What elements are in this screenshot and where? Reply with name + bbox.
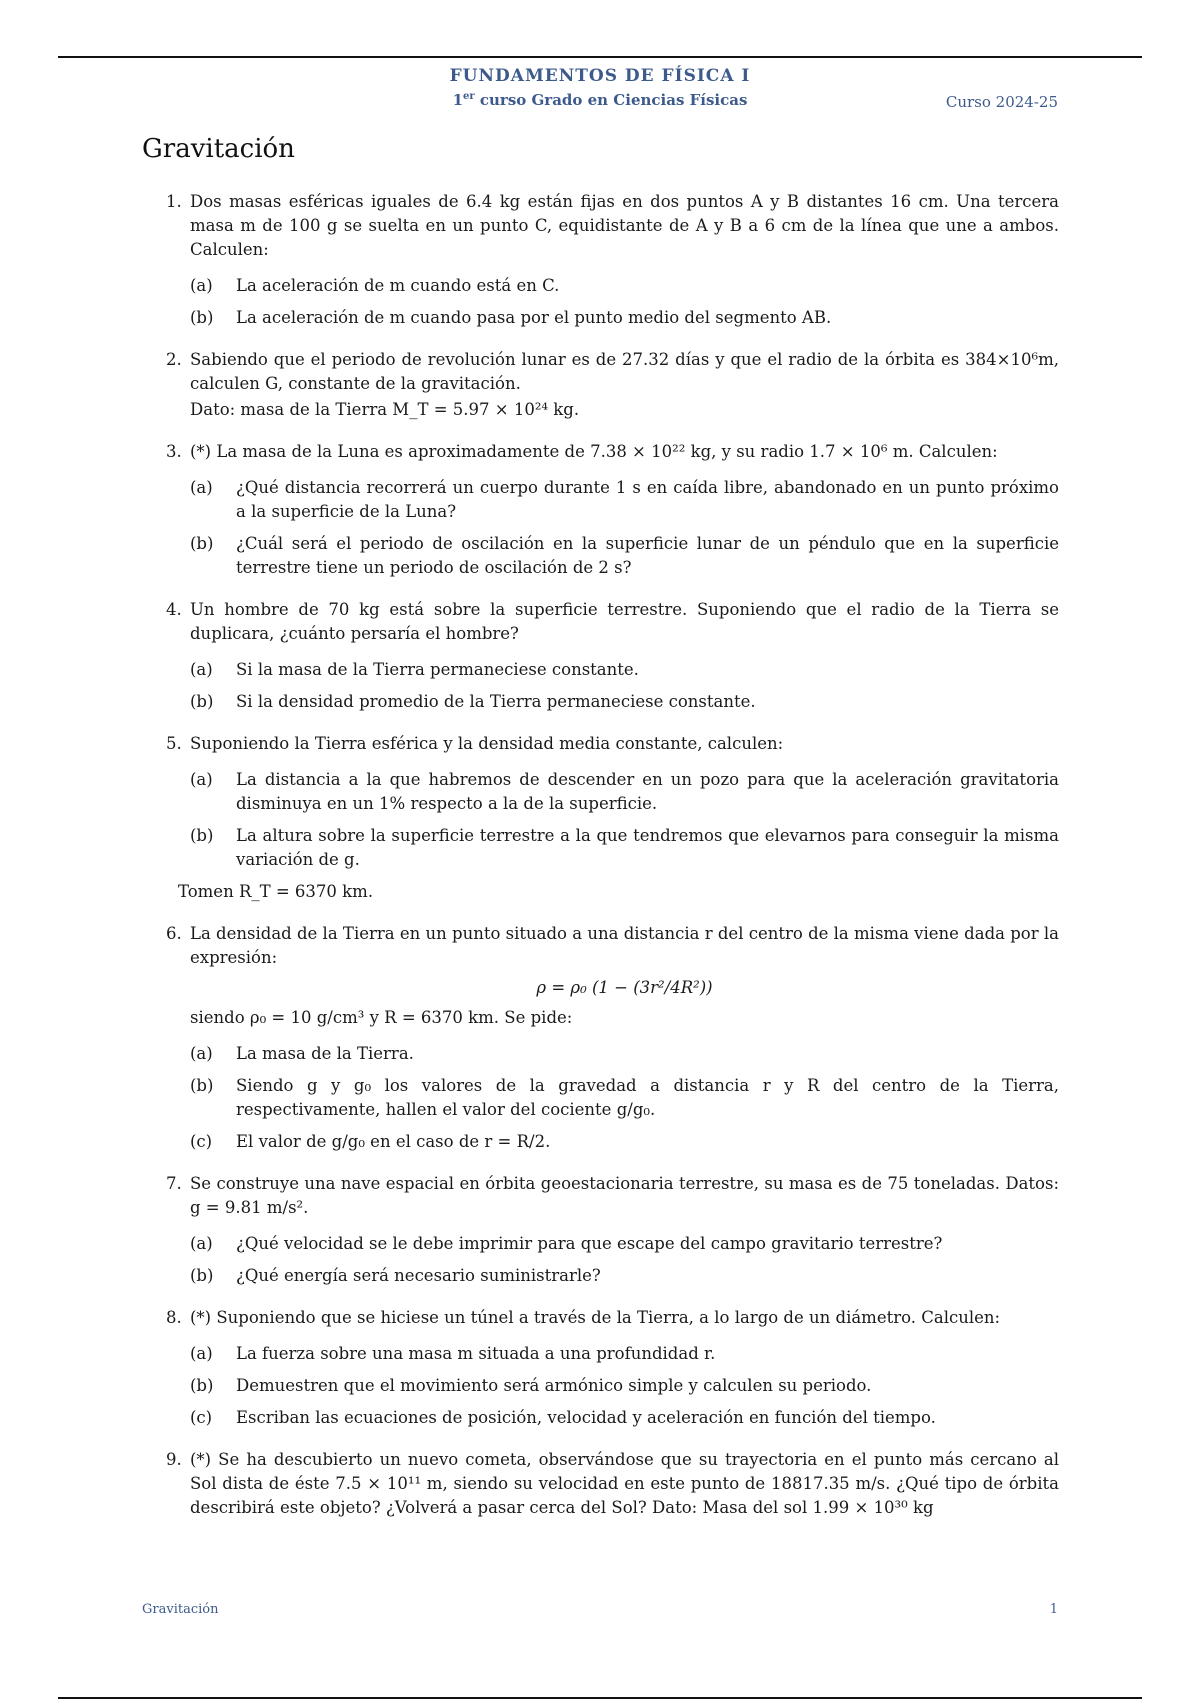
- problem-8: [142, 1306, 1059, 1430]
- subitem-label: (c): [190, 1132, 213, 1151]
- subitem-text: El valor de g/g₀ en el caso de r = R/2.: [236, 1132, 551, 1151]
- subitem-list: [190, 274, 1059, 330]
- problem-number: 7.: [166, 1174, 182, 1193]
- subitem-label: (a): [190, 770, 213, 789]
- problem-note: Tomen R_T = 6370 km.: [178, 882, 374, 901]
- subitem: [190, 1130, 1059, 1154]
- subitem-list: [190, 476, 1059, 580]
- subitem-label: (b): [190, 692, 214, 711]
- subitem: [190, 306, 1059, 330]
- subitem: [190, 690, 1059, 714]
- subitem-text: La aceleración de m cuando está en C.: [236, 276, 560, 295]
- subitem: [190, 476, 1059, 524]
- subtitle-number: 1: [452, 91, 464, 109]
- subitem-list: [190, 1342, 1059, 1430]
- subitem-text: Siendo g y g₀ los valores de la gravedad a distancia r y R del centro de la Tierra, respectivamente, hallen el valor del cociente g/g₀.: [236, 1076, 1059, 1119]
- subitem-label: (b): [190, 1266, 214, 1285]
- subitem: [190, 274, 1059, 298]
- subitem: [190, 532, 1059, 580]
- problem-number: 3.: [166, 442, 182, 461]
- problem-6: [142, 922, 1059, 1154]
- top-rule: [58, 56, 1142, 58]
- subitem-label: (b): [190, 308, 214, 327]
- problem-text: Un hombre de 70 kg está sobre la superficie terrestre. Suponiendo que el radio de la Tierra se duplicara, ¿cuánto persaría el hombre?: [190, 600, 1059, 643]
- problem-given: siendo ρ₀ = 10 g/cm³ y R = 6370 km. Se pide:: [190, 1008, 573, 1027]
- problem-text: Dos masas esféricas iguales de 6.4 kg están fijas en dos puntos A y B distantes 16 cm. Una tercera masa m de 100 g se suelta en un punto C, equidistante de A y B a 6 cm de la línea que une a ambos. Calculen:: [190, 192, 1059, 259]
- subitem-list: [190, 1042, 1059, 1154]
- subitem-text: Si la densidad promedio de la Tierra permaneciese constante.: [236, 692, 756, 711]
- subitem-label: (a): [190, 1344, 213, 1363]
- subitem: [190, 1232, 1059, 1256]
- subitem-label: (b): [190, 1076, 214, 1095]
- subitem-text: ¿Cuál será el periodo de oscilación en la superficie lunar de un péndulo que en la superficie terrestre tiene un periodo de oscilación de 2 s?: [236, 534, 1059, 577]
- problem-text: La densidad de la Tierra en un punto situado a una distancia r del centro de la misma viene dada por la expresión:: [190, 924, 1059, 967]
- subtitle-text: curso Grado en Ciencias Físicas: [474, 91, 748, 109]
- problem-number: 4.: [166, 600, 182, 619]
- subitem: [190, 1406, 1059, 1430]
- subtitle-ordinal: er: [463, 91, 475, 102]
- problem-data: Dato: masa de la Tierra M_T = 5.97 × 10²⁴ kg.: [190, 400, 580, 419]
- problem-number: 2.: [166, 350, 182, 369]
- subitem: [190, 1374, 1059, 1398]
- subitem: [190, 1074, 1059, 1122]
- subitem-text: La distancia a la que habremos de descender en un pozo para que la aceleración gravitatoria disminuya en un 1% respecto a la de la superficie.: [236, 770, 1059, 813]
- page-title: Gravitación: [142, 134, 295, 164]
- problem-text: Sabiendo que el periodo de revolución lunar es de 27.32 días y que el radio de la órbita es 384×10⁶m, calculen G, constante de la gravitación.: [190, 350, 1059, 393]
- course-title: FUNDAMENTOS DE FÍSICA I: [449, 66, 751, 86]
- subitem-label: (a): [190, 1234, 213, 1253]
- problem-number: 9.: [166, 1450, 182, 1469]
- subitem: [190, 768, 1059, 816]
- subitem-label: (a): [190, 478, 213, 497]
- subitem-text: La altura sobre la superficie terrestre a la que tendremos que elevarnos para conseguir la misma variación de g.: [236, 826, 1059, 869]
- subitem-list: [190, 768, 1059, 872]
- subitem-text: La masa de la Tierra.: [236, 1044, 414, 1063]
- subitem-label: (b): [190, 534, 214, 553]
- course-year: Curso 2024-25: [945, 93, 1058, 111]
- subitem-label: (a): [190, 276, 213, 295]
- subitem-text: La fuerza sobre una masa m situada a una profundidad r.: [236, 1344, 716, 1363]
- subitem-text: La aceleración de m cuando pasa por el punto medio del segmento AB.: [236, 308, 832, 327]
- subitem: [190, 1042, 1059, 1066]
- subitem: [190, 824, 1059, 872]
- page-number: 1: [1049, 1602, 1058, 1617]
- problem-text: Suponiendo la Tierra esférica y la densidad media constante, calculen:: [190, 734, 784, 753]
- subitem-label: (a): [190, 1044, 213, 1063]
- problem-text: (*) La masa de la Luna es aproximadamente de 7.38 × 10²² kg, y su radio 1.7 × 10⁶ m. Calculen:: [190, 442, 998, 461]
- problem-7: [142, 1172, 1059, 1288]
- subitem-label: (c): [190, 1408, 213, 1427]
- problem-2: [142, 348, 1059, 422]
- problem-list: [142, 190, 1059, 1538]
- subitem-text: Si la masa de la Tierra permaneciese constante.: [236, 660, 639, 679]
- problem-number: 1.: [166, 192, 182, 211]
- subitem-text: ¿Qué velocidad se le debe imprimir para que escape del campo gravitario terrestre?: [236, 1234, 943, 1253]
- subitem-text: ¿Qué distancia recorrerá un cuerpo durante 1 s en caída libre, abandonado en un punto próximo a la superficie de la Luna?: [236, 478, 1059, 521]
- subitem-label: (a): [190, 660, 213, 679]
- subitem: [190, 1264, 1059, 1288]
- problem-text: (*) Se ha descubierto un nuevo cometa, observándose que su trayectoria en el punto más cercano al Sol dista de éste 7.5 × 10¹¹ m, siendo su velocidad en este punto de 18817.35 m/s. ¿Qué tipo de órbita describirá este objeto? ¿Volverá a pasar cerca del Sol? Dato: Masa del sol 1.99 × 10³⁰ kg: [190, 1450, 1059, 1517]
- subitem-text: ¿Qué energía será necesario suministrarle?: [236, 1266, 601, 1285]
- subitem: [190, 658, 1059, 682]
- problem-4: [142, 598, 1059, 714]
- problem-text: (*) Suponiendo que se hiciese un túnel a través de la Tierra, a lo largo de un diámetro. Calculen:: [190, 1308, 1001, 1327]
- problem-number: 6.: [166, 924, 182, 943]
- problem-text: Se construye una nave espacial en órbita geoestacionaria terrestre, su masa es de 75 toneladas. Datos: g = 9.81 m/s².: [190, 1174, 1059, 1217]
- density-formula: ρ = ρ₀ (1 − (3r²/4R²)): [536, 978, 713, 997]
- bottom-rule: [58, 1697, 1142, 1699]
- subitem-label: (b): [190, 1376, 214, 1395]
- problem-1: [142, 190, 1059, 330]
- subitem-text: Demuestren que el movimiento será armónico simple y calculen su periodo.: [236, 1376, 872, 1395]
- subitem-text: Escriban las ecuaciones de posición, velocidad y aceleración en función del tiempo.: [236, 1408, 936, 1427]
- subitem-label: (b): [190, 826, 214, 845]
- problem-9: [142, 1448, 1059, 1520]
- problem-3: [142, 440, 1059, 580]
- problem-number: 5.: [166, 734, 182, 753]
- problem-5: [142, 732, 1059, 904]
- subitem-list: [190, 658, 1059, 714]
- footer-section-title: Gravitación: [142, 1602, 219, 1617]
- subitem: [190, 1342, 1059, 1366]
- subitem-list: [190, 1232, 1059, 1288]
- problem-number: 8.: [166, 1308, 182, 1327]
